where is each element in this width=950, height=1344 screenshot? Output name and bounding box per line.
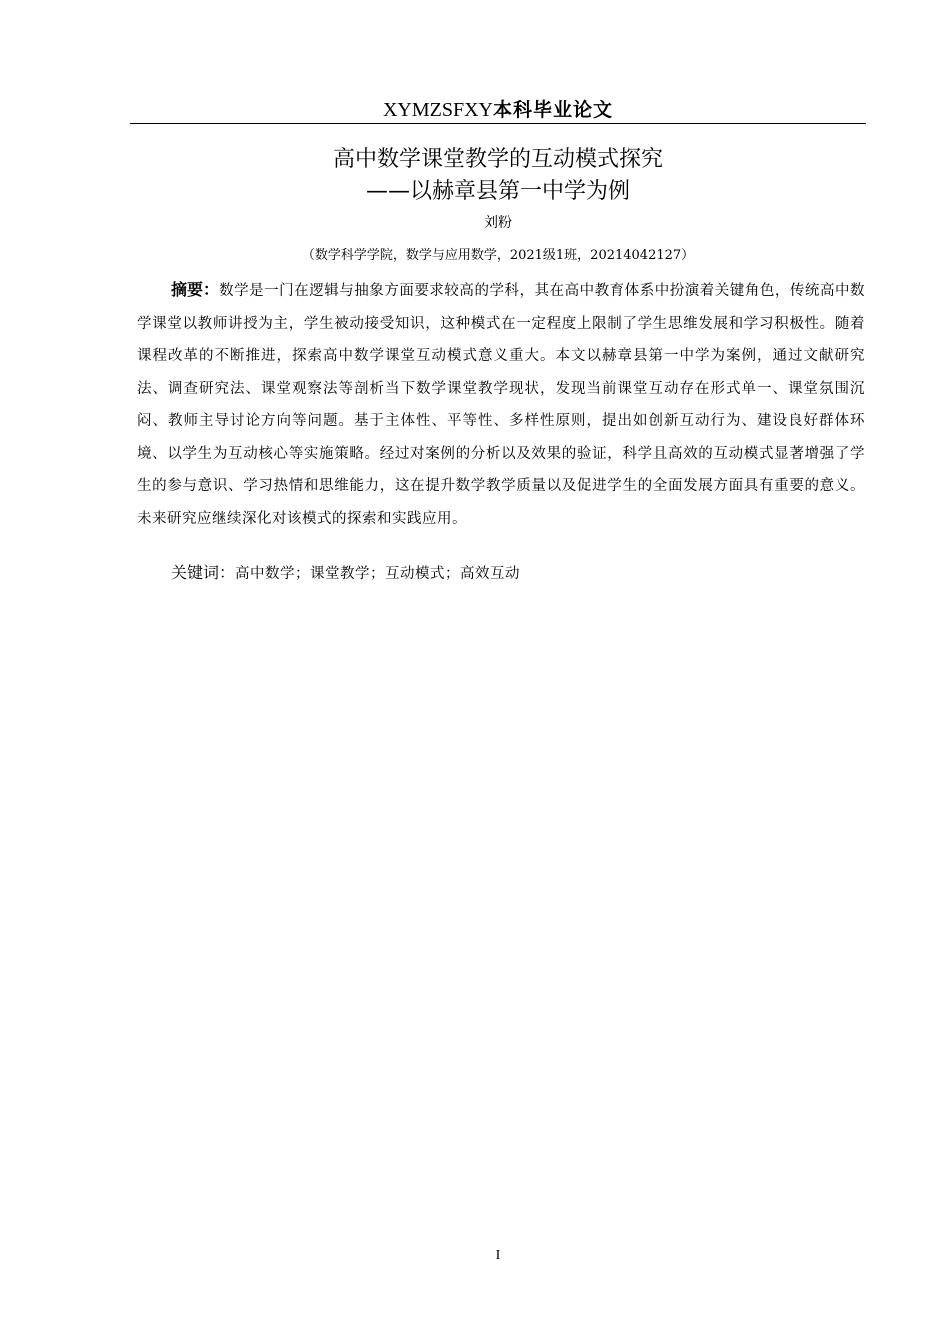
header-code: XYMZSFXY bbox=[382, 99, 493, 121]
keywords-line bbox=[171, 558, 520, 589]
abstract-label: 摘要： bbox=[171, 280, 220, 299]
author-affiliation: （数学科学学院，数学与应用数学，2021级1班，20214042127） bbox=[301, 248, 695, 263]
abstract-text: 数学是一门在逻辑与抽象方面要求较高的学科，其在高中教育体系中扮演着关键角色，传统高中数学课堂以教师讲授为主，学生被动接受知识，这种模式在一定程度上限制了学生思维发展和学习积极性。随着课程改革的不断推进，探索高中数学课堂互动模式意义重大。本文以赫章县第一中学为案例，通过文献研究法、调查研究法、课堂观察法等剖析当下数学课堂教学现状，发现当前课堂互动存在形式单一、课堂氛围沉闷、教师主导讨论方向等问题。基于主体性、平等性、多样性原则，提出如创新互动行为、建设良好群体环境、以学生为互动核心等实施策略。经过对案例的分析以及效果的验证，科学且高效的互动模式显著增强了学生的参与意识、学习热情和思维能力，这在提升数学教学质量以及促进学生的全面发展方面具有重要的意义。未来研究应继续深化对该模式的探索和实践应用。 bbox=[137, 283, 865, 527]
keywords-text: 高中数学；课堂教学；互动模式；高效互动 bbox=[235, 566, 521, 582]
header-rule bbox=[130, 123, 866, 124]
header-label: 本科毕业论文 bbox=[493, 99, 614, 121]
page-header bbox=[130, 96, 866, 122]
author-name: 刘粉 bbox=[484, 215, 512, 231]
page-number: I bbox=[495, 1248, 501, 1263]
abstract-paragraph bbox=[137, 274, 865, 535]
paper-subtitle: ——以赫章县第一中学为例 bbox=[365, 179, 630, 204]
paper-title: 高中数学课堂教学的互动模式探究 bbox=[332, 147, 663, 172]
keywords-label: 关键词： bbox=[171, 563, 236, 582]
